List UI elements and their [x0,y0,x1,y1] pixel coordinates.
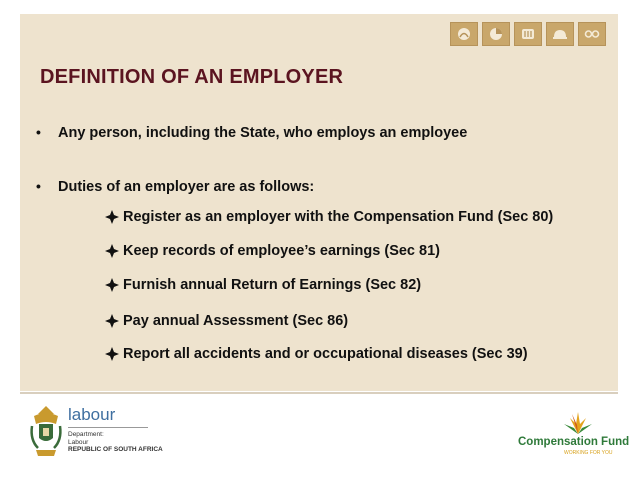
handshake-icon [514,22,542,46]
bullet-item [36,124,467,141]
coat-of-arms-logo [28,404,64,458]
protea-flower-icon [558,410,598,436]
diamond-bullet-icon [103,278,121,292]
country-line: REPUBLIC OF SOUTH AFRICA [68,446,163,453]
diamond-bullet-icon [103,210,121,224]
dept-line: Labour [68,438,89,446]
labour-wordmark: labour [68,405,116,424]
pie-icon [482,22,510,46]
worker-icon [450,22,478,46]
hardhat-icon [546,22,574,46]
diamond-bullet-icon [103,314,121,328]
sub-bullet-item [103,277,421,293]
bullet-text: Any person, including the State, who employs an employee [58,125,468,141]
diamond-bullet-icon [103,244,121,258]
sub-bullet-item [103,313,348,329]
sub-bullet-text: Keep records of employee’s earnings (Sec 81) [123,243,440,259]
compensation-fund-name: Compensation Fund [518,436,630,448]
sub-bullet-text: Register as an employer with the Compensation Fund (Sec 80) [123,209,554,225]
sub-bullet-text: Report all accidents and or occupational diseases (Sec 39) [123,346,528,362]
footer-divider [20,392,618,394]
labour-department-logo-text [68,406,163,454]
compensation-fund-logo [518,410,630,456]
compensation-fund-tagline: WORKING FOR YOU [564,450,613,456]
dept-line: Department: [68,431,104,438]
diamond-bullet-icon [103,347,121,361]
bullet-text: Duties of an employer are as follows: [58,179,315,195]
sub-bullet-text: Pay annual Assessment (Sec 86) [123,313,349,329]
glasses-icon [578,22,606,46]
bullet-dot: • [36,124,41,140]
header-icon-strip [450,22,606,46]
sub-bullet-item [103,243,440,259]
sub-bullet-item [103,346,528,362]
bullet-item [36,178,314,195]
sub-bullet-item [103,209,553,225]
sub-bullet-text: Furnish annual Return of Earnings (Sec 82) [123,277,422,293]
bullet-dot: • [36,178,41,194]
labour-rule [68,427,148,428]
slide-title: DEFINITION OF AN EMPLOYER [40,66,344,88]
